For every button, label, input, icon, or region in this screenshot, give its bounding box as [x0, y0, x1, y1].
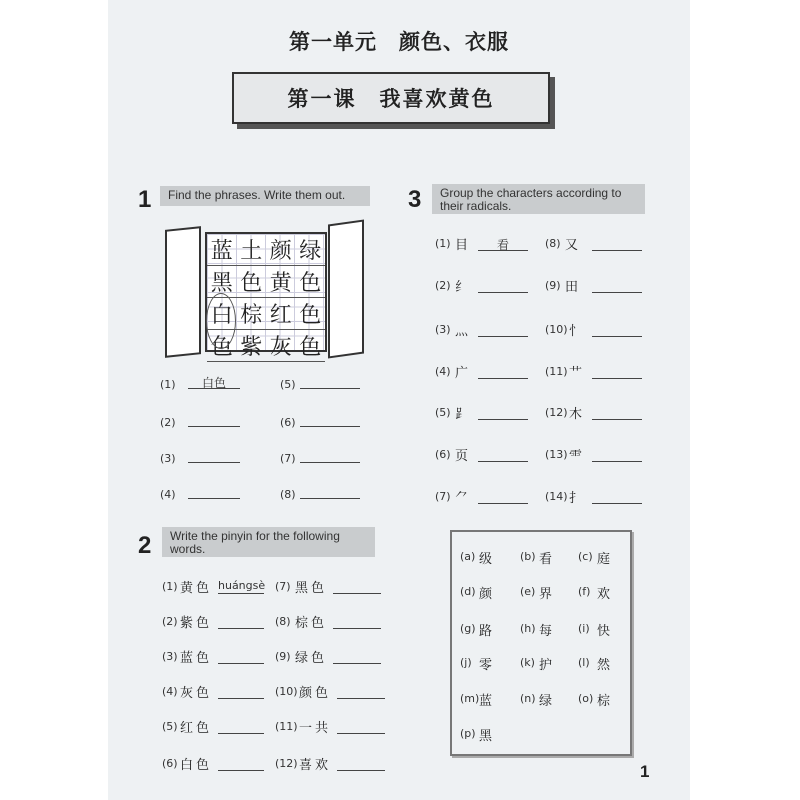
pinyin-label: (5): [162, 720, 178, 733]
bank-label: (j): [460, 656, 472, 669]
grid-character: 色: [296, 330, 326, 362]
bank-character: 黑: [479, 729, 493, 744]
bank-character: 颜: [479, 587, 493, 602]
bank-character: 绿: [539, 694, 553, 709]
radical-label: (10): [545, 323, 568, 336]
radical-label: (7): [435, 490, 451, 503]
radical-character: 目: [455, 238, 469, 253]
radical-character: 艹: [569, 366, 583, 381]
answer-blank[interactable]: [300, 412, 360, 427]
section-1-number: 1: [138, 186, 152, 213]
section-3-number: 3: [408, 186, 422, 213]
pinyin-answer-blank[interactable]: [337, 684, 385, 699]
bank-character: 每: [539, 624, 553, 639]
radical-character: 田: [565, 280, 579, 295]
answer-label: (5): [280, 378, 296, 391]
answer-blank[interactable]: [300, 448, 360, 463]
radical-label: (6): [435, 448, 451, 461]
radical-answer-blank[interactable]: [478, 322, 528, 337]
answer-blank[interactable]: [188, 448, 240, 463]
bank-label: (m): [460, 692, 480, 705]
answer-label: (7): [280, 452, 296, 465]
grid-character: 红: [266, 298, 296, 330]
pinyin-word: 一共: [299, 721, 332, 736]
bank-character: 路: [479, 624, 493, 639]
answer-label: (2): [160, 416, 176, 429]
bank-character: 看: [539, 552, 553, 567]
bank-label: (p): [460, 727, 476, 740]
radical-answer-blank[interactable]: [478, 405, 528, 420]
pinyin-label: (7): [275, 580, 291, 593]
grid-character: 色: [207, 330, 237, 362]
radical-answer-blank[interactable]: [592, 236, 642, 251]
bank-label: (f): [578, 585, 591, 598]
radical-label: (14): [545, 490, 568, 503]
bank-label: (k): [520, 656, 535, 669]
grid-character: 土: [237, 234, 267, 266]
radical-answer-blank[interactable]: [592, 405, 642, 420]
grid-character: 白: [207, 298, 237, 330]
pinyin-label: (9): [275, 650, 291, 663]
grid-character: 色: [237, 266, 267, 298]
radical-answer-blank[interactable]: [592, 447, 642, 462]
answer-blank[interactable]: [188, 484, 240, 499]
answer-blank[interactable]: [300, 484, 360, 499]
pinyin-label: (2): [162, 615, 178, 628]
radical-character: 灬: [455, 324, 469, 339]
grid-character: 棕: [237, 298, 267, 330]
answer-blank[interactable]: 白色: [188, 374, 240, 389]
grid-character: 黑: [207, 266, 237, 298]
radical-label: (12): [545, 406, 568, 419]
radical-character: 广: [455, 366, 469, 381]
radical-label: (11): [545, 365, 568, 378]
bank-character: 界: [539, 587, 553, 602]
bank-character: 欢: [597, 587, 611, 602]
section-1-instruction: Find the phrases. Write them out.: [160, 186, 370, 206]
answer-label: (4): [160, 488, 176, 501]
unit-title: 第一单元 颜色、衣服: [289, 30, 509, 54]
bank-label: (c): [578, 550, 593, 563]
lesson-title: 第一课 我喜欢黄色: [232, 72, 550, 124]
pinyin-word: 灰色: [180, 686, 213, 701]
pinyin-label: (12): [275, 757, 298, 770]
pinyin-label: (10): [275, 685, 298, 698]
radical-character: ⻊: [455, 407, 469, 422]
radical-character: ⻗: [569, 449, 583, 464]
radical-answer-blank[interactable]: [592, 322, 642, 337]
radical-character: ⺈: [455, 491, 469, 506]
answer-blank[interactable]: [188, 412, 240, 427]
pinyin-answer-blank[interactable]: [337, 756, 385, 771]
radical-label: (5): [435, 406, 451, 419]
pinyin-label: (11): [275, 720, 298, 733]
radical-answer-blank[interactable]: [478, 278, 528, 293]
pinyin-word: 绿色: [295, 651, 328, 666]
bank-character: 棕: [597, 694, 611, 709]
bank-character: 然: [597, 658, 611, 673]
answer-label: (3): [160, 452, 176, 465]
grid-character: 紫: [237, 330, 267, 362]
radical-label: (1): [435, 237, 451, 250]
grid-character: 色: [296, 266, 326, 298]
answer-blank[interactable]: [300, 374, 360, 389]
pinyin-answer-blank[interactable]: [218, 649, 264, 664]
radical-answer-blank[interactable]: [592, 364, 642, 379]
pinyin-answer-blank[interactable]: [337, 719, 385, 734]
grid-character: 色: [296, 298, 326, 330]
bank-character: 快: [597, 624, 611, 639]
pinyin-word: 白色: [180, 758, 213, 773]
pinyin-answer-blank[interactable]: [333, 614, 381, 629]
radical-character: 纟: [455, 280, 469, 295]
pinyin-label: (3): [162, 650, 178, 663]
bank-label: (l): [578, 656, 590, 669]
pinyin-word: 喜欢: [299, 758, 332, 773]
grid-character: 绿: [296, 234, 326, 266]
pinyin-word: 棕色: [295, 616, 328, 631]
bank-character: 护: [539, 658, 553, 673]
radical-label: (13): [545, 448, 568, 461]
pinyin-label: (6): [162, 757, 178, 770]
radical-character: 又: [565, 238, 579, 253]
bank-character: 级: [479, 552, 493, 567]
radical-label: (2): [435, 279, 451, 292]
pinyin-answer-blank[interactable]: [333, 579, 381, 594]
radical-character: 木: [569, 407, 583, 422]
grid-character: 黄: [266, 266, 296, 298]
pinyin-label: (1): [162, 580, 178, 593]
pinyin-answer-blank[interactable]: huángsè: [218, 579, 266, 592]
radical-label: (3): [435, 323, 451, 336]
page-number: 1: [640, 762, 650, 781]
bank-label: (a): [460, 550, 476, 563]
pinyin-word: 红色: [180, 721, 213, 736]
pinyin-answer-blank[interactable]: [218, 684, 264, 699]
section-3-instruction: Group the characters according to their radicals.: [432, 184, 645, 214]
bank-label: (h): [520, 622, 536, 635]
grid-character: 颜: [266, 234, 296, 266]
radical-character: 页: [455, 449, 469, 464]
pinyin-word: 蓝色: [180, 651, 213, 666]
radical-label: (4): [435, 365, 451, 378]
left-door-decoration: [165, 226, 201, 358]
right-door-decoration: [328, 219, 364, 358]
radical-character: 扌: [569, 491, 583, 506]
radical-label: (9): [545, 279, 561, 292]
bank-label: (b): [520, 550, 536, 563]
example-circle: [206, 293, 236, 349]
pinyin-word: 黄色: [180, 581, 213, 596]
grid-character: 灰: [266, 330, 296, 362]
bank-character: 庭: [597, 552, 611, 567]
section-2-number: 2: [138, 532, 152, 559]
radical-answer-blank[interactable]: [592, 489, 642, 504]
pinyin-word: 黑色: [295, 581, 328, 596]
bank-label: (o): [578, 692, 594, 705]
bank-label: (i): [578, 622, 590, 635]
bank-character: 蓝: [479, 694, 493, 709]
pinyin-word: 紫色: [180, 616, 213, 631]
bank-character: 零: [479, 658, 493, 673]
pinyin-label: (8): [275, 615, 291, 628]
grid-character: 蓝: [207, 234, 237, 266]
radical-answer-blank[interactable]: [592, 278, 642, 293]
bank-label: (g): [460, 622, 476, 635]
pinyin-answer-blank[interactable]: [333, 649, 381, 664]
pinyin-answer-blank[interactable]: [218, 756, 264, 771]
pinyin-word: 颜色: [299, 686, 332, 701]
bank-label: (n): [520, 692, 536, 705]
bank-label: (e): [520, 585, 536, 598]
pinyin-label: (4): [162, 685, 178, 698]
radical-answer-blank[interactable]: [478, 364, 528, 379]
radical-label: (8): [545, 237, 561, 250]
section-2-instruction: Write the pinyin for the following words.: [162, 527, 375, 557]
radical-character: 忄: [569, 324, 583, 339]
answer-label: (6): [280, 416, 296, 429]
pinyin-answer-blank[interactable]: [218, 614, 264, 629]
radical-answer-blank[interactable]: [478, 447, 528, 462]
bank-label: (d): [460, 585, 476, 598]
radical-answer-blank[interactable]: [478, 489, 528, 504]
pinyin-answer-blank[interactable]: [218, 719, 264, 734]
answer-label: (8): [280, 488, 296, 501]
radical-answer-blank[interactable]: 看: [478, 236, 528, 251]
answer-label: (1): [160, 378, 176, 391]
